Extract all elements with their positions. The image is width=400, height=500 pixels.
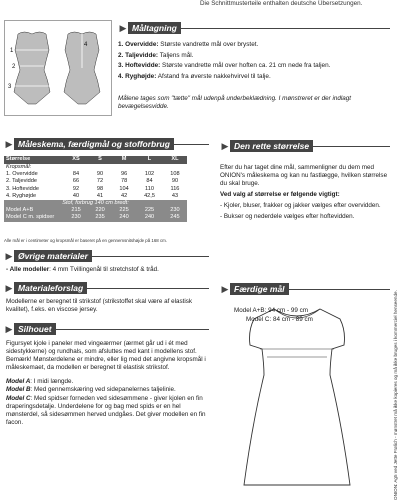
rette-title: Den rette størrelse xyxy=(230,140,313,152)
measurement-note: Målene tages som "tætte" mål udenpå underbeklædning. I mønstreret er der indlagt bevægelsesvidde. xyxy=(118,95,352,110)
dress-illustration xyxy=(222,305,372,490)
ovrige-title: Øvrige materialer xyxy=(14,250,92,262)
finished-measure-c: Model C: 84 cm - 89 cm xyxy=(246,316,313,323)
arrow-icon: ▶ xyxy=(5,139,13,149)
dress-drawing xyxy=(222,305,372,490)
size-table-header: S xyxy=(88,156,112,164)
measure-item: 1. Overvidde: Største vandrette mål over brystet. xyxy=(118,41,259,48)
header-rule xyxy=(174,144,209,145)
rette-text: Efter du har taget dine mål, sammenligner du dem med ONION's måleskema og kan nu fastlægge, hvilken størrelse du skal bruge. Ved valg af størrelse er følgende vigtigt: - Kjoler, bluser, frakker og jakker vælges efter overvidden. - Bukser og nederdele vælges efter hoftevidden. xyxy=(220,164,390,225)
body-measure-label: Kropsmål: xyxy=(6,164,32,170)
faerdige-header xyxy=(220,283,390,295)
table-row: 3. Hoftevidde 92 98 104 110 116 xyxy=(6,185,180,192)
top-note: Die Schnittmusterteile enthalten deutsche Übersetzungen. xyxy=(200,0,363,7)
ovrige-header xyxy=(4,250,209,262)
ovrige-text: - Alle modeller: 4 mm Tvillingenål til stretchstof & tråd. xyxy=(6,266,159,273)
maltagning-header xyxy=(118,22,390,34)
size-table-header: XS xyxy=(64,156,88,164)
svg-text:3: 3 xyxy=(8,84,12,90)
size-table-header: L xyxy=(136,156,163,164)
body-measurement-figure xyxy=(4,20,112,116)
arrow-icon: ▶ xyxy=(221,284,229,294)
header-rule xyxy=(56,329,209,330)
header-rule xyxy=(313,146,390,147)
finished-measure-ab: Model A+B: 94 cm - 99 cm xyxy=(234,307,309,314)
silhouet-header xyxy=(4,323,209,335)
copyright-side-text: ONION: Ag5 ved Jette Frølich - mønstret må ikke kopieres og må ikke bruges i kommerciel henseende. xyxy=(393,290,398,500)
measure-item: 3. Hoftevidde: Største vandrette mål over hoften ca. 21 cm nede fra taljen. xyxy=(118,62,331,70)
silhouet-text: Figursyet kjole i paneler med vingeærmer (ærmet går ud i ét med sidestykkerne) og rundhals, som afsluttes med kant i modellens stof. Bemærk! Mønsterdelene er mindre, eller lig med det angivne kropsmål i måleskemaet, da modellen er beregnet til elastisk strikstof. Model A: I midi længde. Model B: Med gennemskæring ved sidepanelernes taljelinie. Model C: Med spidser forneden ved sidesømmene - giver kjolen en fin draperingsdetalje. Underdelene for og bag med spids er en hel mønsterdel, så sidesømmen herved undgåes. Det giver modellen en fin facon. xyxy=(6,340,206,426)
arrow-icon: ▶ xyxy=(5,251,13,261)
header-rule xyxy=(87,288,209,289)
header-rule xyxy=(181,28,390,29)
size-table-header: M xyxy=(112,156,136,164)
header-rule xyxy=(289,289,390,290)
faerdige-title: Færdige mål xyxy=(230,283,289,295)
table-row: 4. Ryghøjde 40 41 42 42,5 43 xyxy=(6,192,179,199)
arrow-icon: ▶ xyxy=(5,283,13,293)
fabric-label: Stof, forbrug 140 cm bredt: xyxy=(4,200,187,207)
header-rule xyxy=(92,256,209,257)
table-footnote: Alle mål er i centimeter og kropsmål er baseret på en gennemsnitshøjde på 168 cm. xyxy=(4,238,168,243)
materiale-header xyxy=(4,282,209,294)
arrow-icon: ▶ xyxy=(5,324,13,334)
list-item: - Kjoler, bluser, frakker og jakker vælges efter overvidden. xyxy=(220,202,381,210)
silhouet-title: Silhouet xyxy=(14,323,56,335)
rette-header xyxy=(220,140,390,152)
arrow-icon: ▶ xyxy=(119,23,127,33)
table-row: 2. Taljevidde 66 72 78 84 90 xyxy=(6,178,179,185)
measurement-list xyxy=(118,40,390,82)
arrow-icon: ▶ xyxy=(221,141,229,151)
materiale-title: Materialeforslag xyxy=(14,282,87,294)
size-table-header: Størrelse xyxy=(4,156,64,164)
table-row: Model A+B 215 220 225 225 230 xyxy=(4,207,187,214)
svg-text:1: 1 xyxy=(10,48,14,54)
size-section-header xyxy=(4,138,209,150)
table-row: 1. Overvidde 84 90 96 102 108 xyxy=(6,171,180,178)
maltagning-title: Måltagning xyxy=(128,22,181,34)
materiale-text: Modellerne er beregnet til strikstof (strikstoffet skal være af elastisk kvalitet), f.eks. en viscose jersey. xyxy=(6,298,193,314)
size-section-title: Måleskema, færdigmål og stofforbrug xyxy=(14,138,174,150)
measure-item: 4. Ryghøjde: Afstand fra øverste nakkehvirvel til talje. xyxy=(118,72,271,80)
svg-text:2: 2 xyxy=(12,64,16,70)
svg-text:4: 4 xyxy=(84,42,88,48)
list-item: - Bukser og nederdele vælges efter hoftevidden. xyxy=(220,213,355,221)
measure-item: 2. Taljevidde: Taljens mål. xyxy=(118,51,194,59)
size-table xyxy=(4,156,187,222)
table-row: Model C m. spidser 230 235 240 240 245 xyxy=(4,214,187,221)
size-table-header: XL xyxy=(163,156,187,164)
